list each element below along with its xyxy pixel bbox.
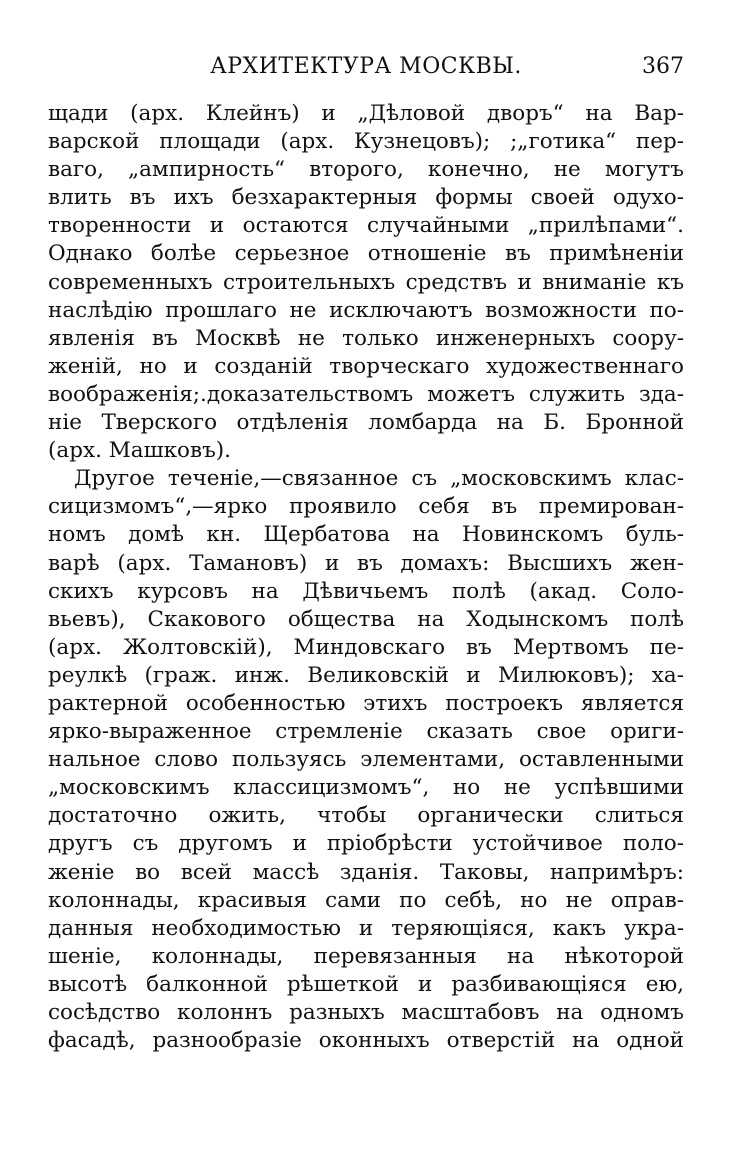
- text-line: фасадѣ, разнообразіе оконныхъ отверстій на одной: [48, 1028, 684, 1054]
- text-line: рактерной особенностью этихъ построекъ является: [48, 690, 684, 716]
- text-line: женій, но и созданій творческаго художественнаго: [48, 353, 684, 379]
- text-line: явленія въ Москвѣ не только инженерныхъ соору-: [48, 325, 684, 351]
- text-line: нальное слово пользуясь элементами, оставленными: [48, 747, 684, 773]
- text-line: варской площади (арх. Кузнецовъ); ;„готика“ пер-: [48, 129, 684, 155]
- text-line: наслѣдію прошлаго не исключаютъ возможности по-: [48, 297, 684, 323]
- text-line: номъ домѣ кн. Щербатова на Новинскомъ буль-: [48, 522, 684, 548]
- text-line: щади (арх. Клейнъ) и „Дѣловой дворъ“ на Вар-: [48, 101, 684, 126]
- text-line: ніе Тверского отдѣленія ломбарда на Б. Бронной: [48, 410, 684, 436]
- text-line: творенности и остаются случайными „прилѣпами“.: [48, 213, 684, 239]
- text-line: воображенія;.доказательствомъ можетъ служить зда-: [48, 381, 684, 407]
- text-line: данныя необходимостью и теряющіяся, какъ укра-: [48, 915, 684, 941]
- paragraph-first-line: Другое теченіе,—связанное съ „московскимъ клас-: [74, 466, 684, 492]
- text-line: варѣ (арх. Тамановъ) и въ домахъ: Высшихъ жен-: [48, 550, 684, 576]
- text-line: современныхъ строительныхъ средствъ и вниманіе къ: [48, 269, 684, 295]
- text-line: достаточно ожить, чтобы органически слиться: [48, 803, 684, 829]
- running-title: АРХИТЕКТУРА МОСКВЫ.: [210, 54, 522, 79]
- running-head: [48, 54, 684, 88]
- text-line: ваго, „ампирность“ второго, конечно, не могутъ: [48, 157, 684, 183]
- text-line: вьевъ), Скакового общества на Ходынскомъ полѣ: [48, 606, 684, 632]
- text-line: шеніе, колоннады, перевязанныя на нѣкоторой: [48, 943, 684, 969]
- page-number: 367: [642, 54, 684, 79]
- text-line: колоннады, красивыя сами по себѣ, но не оправ-: [48, 887, 684, 913]
- text-line: женіе во всей массѣ зданія. Таковы, напримѣръ:: [48, 859, 684, 885]
- text-line: другъ съ другомъ и пріобрѣсти устойчивое поло-: [48, 831, 684, 857]
- text-line: высотѣ балконной рѣшеткой и разбивающіяся ею,: [48, 971, 684, 997]
- text-line: ярко-выраженное стремленіе сказать свое ориги-: [48, 719, 684, 745]
- text-line: реулкѣ (граж. инж. Великовскій и Милюковъ); ха-: [48, 662, 684, 688]
- text-line: скихъ курсовъ на Дѣвичьемъ полѣ (акад. Соло-: [48, 578, 684, 604]
- text-line: (арх. Жолтовскій), Миндовскаго въ Мертвомъ пе-: [48, 634, 684, 660]
- text-line: сицизмомъ“,—ярко проявило себя въ премирован-: [48, 494, 684, 520]
- text-line: Однако болѣе серьезное отношеніе въ примѣненіи: [48, 241, 684, 267]
- paragraph-end-line: (арх. Машковъ).: [48, 438, 231, 464]
- text-line: влить въ ихъ безхарактерныя формы своей одухо-: [48, 185, 684, 211]
- text-line: сосѣдство колоннъ разныхъ масштабовъ на одномъ: [48, 1000, 684, 1025]
- body-text: [48, 100, 684, 1055]
- text-line: „московскимъ классицизмомъ“, но не успѣвшими: [48, 775, 684, 801]
